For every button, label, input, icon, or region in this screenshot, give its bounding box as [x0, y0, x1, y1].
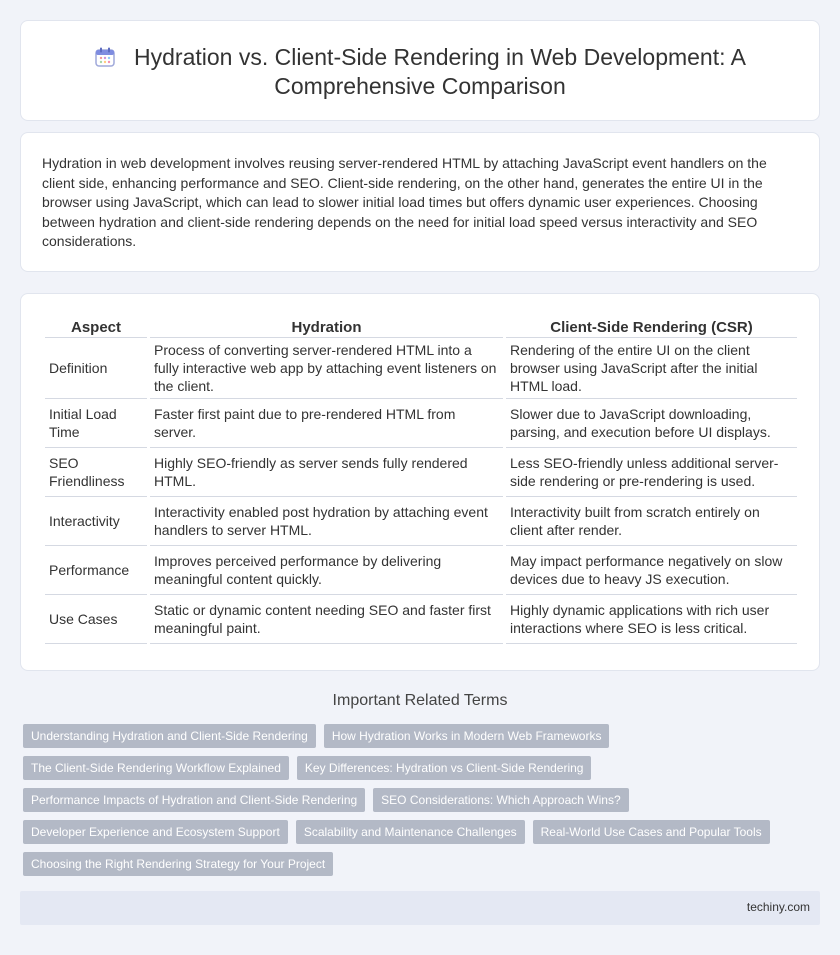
row-aspect: Interactivity [45, 497, 147, 546]
row-hydration: Highly SEO-friendly as server sends fully rendered HTML. [150, 448, 503, 497]
row-aspect: Initial Load Time [45, 399, 147, 448]
chip-row [23, 788, 823, 812]
table-header-row [45, 314, 797, 338]
related-term-link[interactable]: Real-World Use Cases and Popular Tools [533, 820, 770, 844]
table-row [45, 338, 797, 399]
header-aspect: Aspect [45, 314, 147, 338]
header-csr: Client-Side Rendering (CSR) [506, 314, 797, 338]
row-aspect: Definition [45, 338, 147, 399]
row-aspect: SEO Friendliness [45, 448, 147, 497]
row-aspect: Use Cases [45, 595, 147, 644]
row-csr: Interactivity built from scratch entirely on client after render. [506, 497, 797, 546]
page-title: Hydration vs. Client-Side Rendering in Web Development: A Comprehensive Comparison [134, 44, 746, 99]
row-hydration: Static or dynamic content needing SEO and faster first meaningful paint. [150, 595, 503, 644]
intro-card [20, 132, 820, 272]
row-csr: Rendering of the entire UI on the client browser using JavaScript after the initial HTML load. [506, 338, 797, 399]
chip-row [23, 724, 823, 748]
intro-paragraph: Hydration in web development involves reusing server-rendered HTML by attaching JavaScript event handlers on the client side, enhancing performance and SEO. Client-side rendering, on the other hand, generates the entire UI in the browser using JavaScript, which can lead to slower initial load times but offers dynamic user experiences. Choosing between hydration and client-side rendering depends on the need for initial load speed versus interactivity and SEO considerations. [42, 155, 767, 250]
row-csr: May impact performance negatively on slow devices due to heavy JS execution. [506, 546, 797, 595]
related-term-link[interactable]: How Hydration Works in Modern Web Frameworks [324, 724, 610, 748]
table-row [45, 399, 797, 448]
related-term-link[interactable]: The Client-Side Rendering Workflow Explained [23, 756, 289, 780]
row-hydration: Process of converting server-rendered HTML into a fully interactive web app by attaching event listeners on the client. [150, 338, 503, 399]
related-term-link[interactable]: Scalability and Maintenance Challenges [296, 820, 525, 844]
row-hydration: Interactivity enabled post hydration by attaching event handlers to server HTML. [150, 497, 503, 546]
related-term-link[interactable]: Developer Experience and Ecosystem Support [23, 820, 288, 844]
comparison-table [42, 314, 800, 644]
chip-row [23, 852, 823, 876]
row-csr: Highly dynamic applications with rich user interactions where SEO is less critical. [506, 595, 797, 644]
comparison-table-card [20, 293, 820, 671]
row-hydration: Faster first paint due to pre-rendered HTML from server. [150, 399, 503, 448]
row-csr: Slower due to JavaScript downloading, parsing, and execution before UI displays. [506, 399, 797, 448]
title-card [20, 20, 820, 121]
related-terms-heading: Important Related Terms [332, 692, 508, 709]
related-term-link[interactable]: Choosing the Right Rendering Strategy for Your Project [23, 852, 333, 876]
table-row [45, 546, 797, 595]
table-row [45, 448, 797, 497]
related-term-link[interactable]: Understanding Hydration and Client-Side Rendering [23, 724, 316, 748]
related-terms [23, 724, 823, 884]
header-hydration: Hydration [150, 314, 503, 338]
table-row [45, 497, 797, 546]
row-hydration: Improves perceived performance by delivering meaningful content quickly. [150, 546, 503, 595]
table-row [45, 595, 797, 644]
row-aspect: Performance [45, 546, 147, 595]
row-csr: Less SEO-friendly unless additional server-side rendering or pre-rendering is used. [506, 448, 797, 497]
footer [20, 891, 820, 925]
chip-row [23, 820, 823, 844]
footer-site[interactable]: techiny.com [746, 900, 810, 914]
related-term-link[interactable]: Key Differences: Hydration vs Client-Side Rendering [297, 756, 592, 780]
chip-row [23, 756, 823, 780]
calendar-icon [94, 46, 116, 68]
related-term-link[interactable]: SEO Considerations: Which Approach Wins? [373, 788, 628, 812]
related-term-link[interactable]: Performance Impacts of Hydration and Client-Side Rendering [23, 788, 365, 812]
